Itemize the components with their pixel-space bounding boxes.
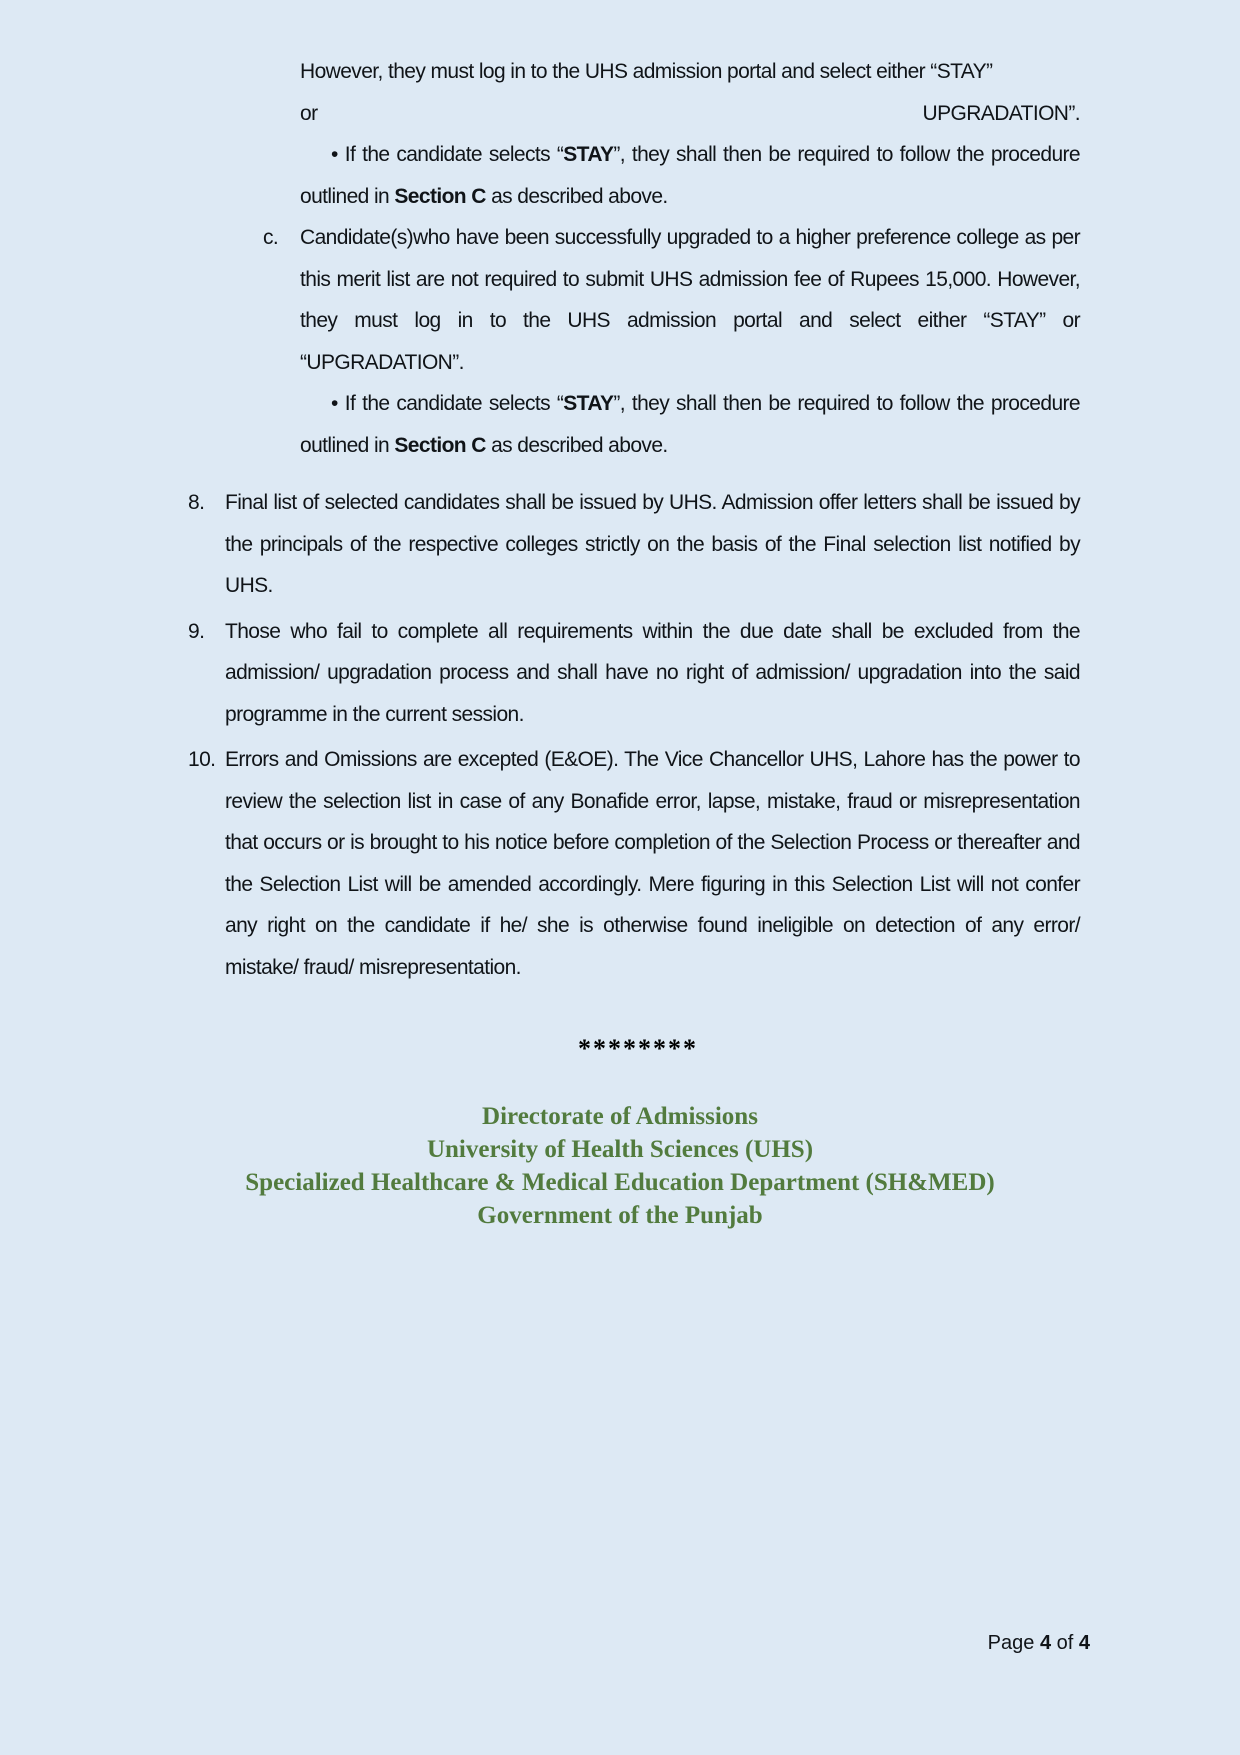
page-number-current: 4 xyxy=(1039,1632,1052,1654)
signature-line-government: Government of the Punjab xyxy=(477,1202,763,1229)
page-number-total: 4 xyxy=(1078,1632,1090,1654)
paragraph-line-justified xyxy=(300,93,1080,135)
bullet-item xyxy=(300,383,1080,466)
bullet-text-bold: STAY xyxy=(563,143,614,166)
justified-word-right: UPGRADATION”. xyxy=(922,101,1080,125)
bullet-text: ”, they shall then be required to follow the procedure outlined in xyxy=(300,143,1080,208)
bullet-icon: • xyxy=(331,143,338,166)
list-item-text: Those who fail to complete all requirements within the due date shall be excluded from the admission/ upgradation process and shall have no right of admission/ upgradation into the said programme in the current session. xyxy=(225,619,1080,726)
list-marker: c. xyxy=(263,226,279,249)
bullet-text: ”, they shall then be required to follow the procedure outlined in xyxy=(300,392,1080,457)
list-marker: 10. xyxy=(188,748,216,771)
list-item-10 xyxy=(188,739,1080,988)
signature-line-directorate: Directorate of Admissions xyxy=(482,1103,758,1130)
signature-block xyxy=(0,1100,1240,1232)
bullet-text: as described above. xyxy=(485,184,668,208)
page-number xyxy=(988,1630,1090,1656)
bullet-text-bold: STAY xyxy=(563,392,614,415)
bullet-item xyxy=(300,134,1080,217)
signature-line-department: Specialized Healthcare & Medical Education Department (SH&MED) xyxy=(245,1169,995,1196)
numbered-list xyxy=(0,482,1240,988)
asterisk-separator: ******** xyxy=(578,1034,698,1063)
list-item-c xyxy=(263,217,1080,383)
bullet-icon: • xyxy=(331,392,338,415)
list-item-text: Final list of selected candidates shall be issued by UHS. Admission offer letters shall be issued by the principals of the respective colleges strictly on the basis of the Final selection list notified by UHS. xyxy=(225,491,1080,597)
justified-word-left: or xyxy=(300,101,318,125)
bullet-text-bold: Section C xyxy=(394,433,486,457)
list-item-8 xyxy=(188,482,1080,607)
signature-line-university: University of Health Sciences (UHS) xyxy=(426,1136,814,1163)
paragraph-continuation xyxy=(300,51,1080,134)
list-item-9 xyxy=(188,611,1080,736)
paragraph-line: However, they must log in to the UHS admission portal and select either “STAY” xyxy=(300,60,993,83)
list-marker: 9. xyxy=(188,619,205,643)
bullet-text: If the candidate selects “ xyxy=(344,392,564,415)
list-item-text: Errors and Omissions are excepted (E&OE). The Vice Chancellor UHS, Lahore has the power to review the selection list in case of any Bonafide error, lapse, mistake, fraud or misrepresentation that occurs or is brought to his notice before completion of the Selection Process or thereafter and the Selection List will be amended accordingly. Mere figuring in this Selection List will not confer any right on the candidate if he/ she is otherwise found ineligible on detection of any error/ mistake/ fraud/ misrepresentation. xyxy=(225,748,1080,979)
list-marker: 8. xyxy=(188,491,205,514)
list-item-text: Candidate(s)who have been successfully upgraded to a higher preference college as per this merit list are not required to submit UHS admission fee of Rupees 15,000. However, they must log in to the UHS admission portal and select either “STAY” or “UPGRADATION”. xyxy=(300,226,1080,374)
bullet-text: as described above. xyxy=(485,433,668,457)
bullet-text-bold: Section C xyxy=(394,184,486,208)
page-number-of: of xyxy=(1056,1632,1074,1654)
page-number-prefix: Page xyxy=(987,1632,1035,1654)
bullet-text: If the candidate selects “ xyxy=(344,143,564,166)
